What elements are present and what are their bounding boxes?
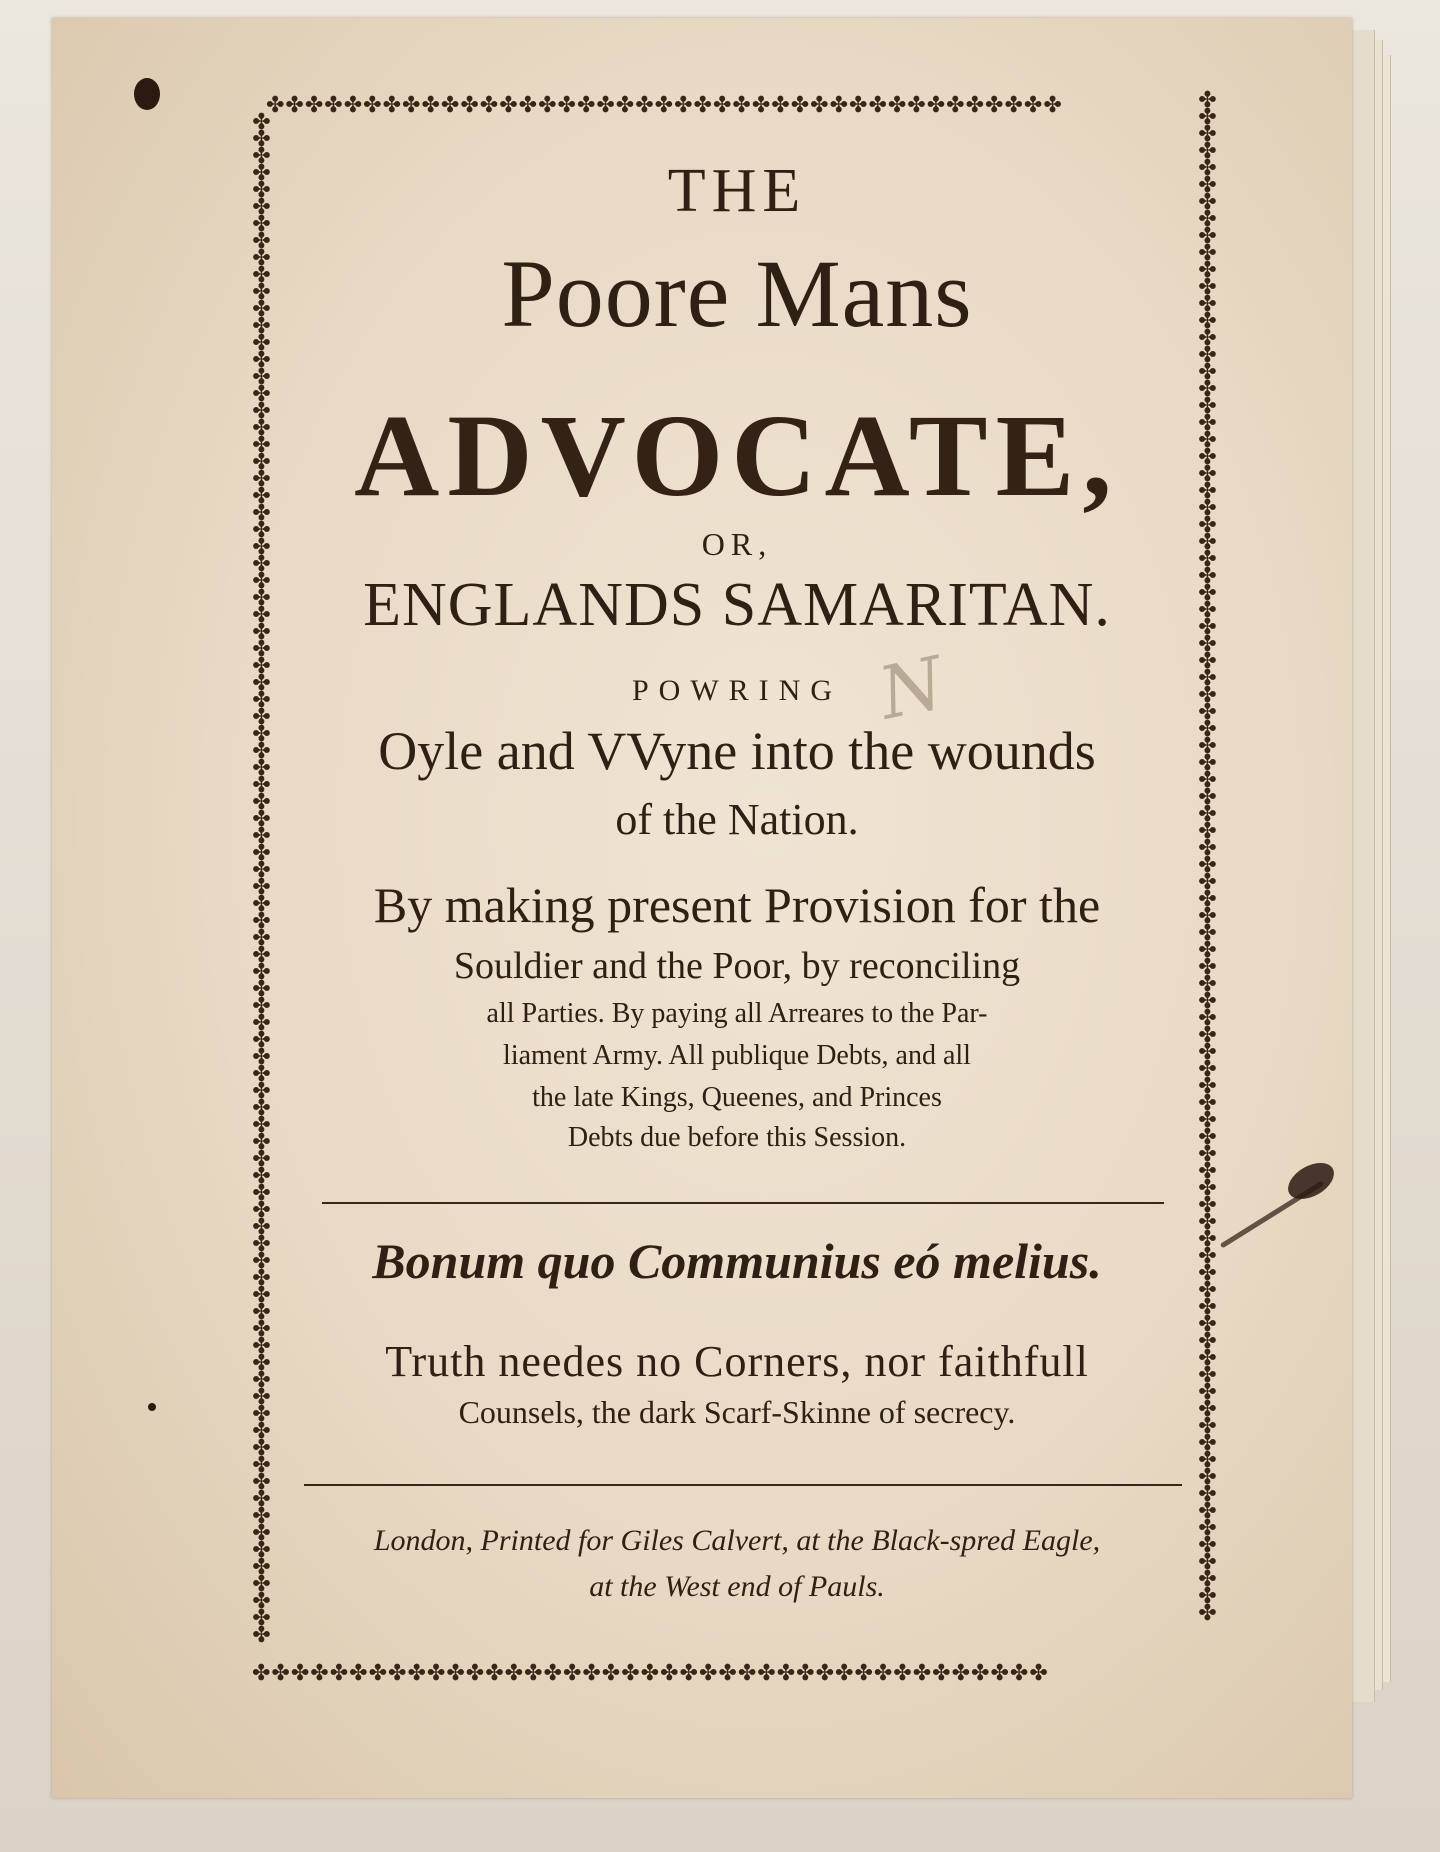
- divider-rule: [304, 1484, 1182, 1486]
- ink-streak: [1220, 1181, 1324, 1249]
- description-line-2: Souldier and the Poor, by reconciling: [453, 945, 1021, 987]
- ornamental-border-left: ✤✤✤✤✤✤✤✤✤✤✤✤✤✤✤✤✤✤✤✤✤✤✤✤✤✤✤✤✤✤✤✤✤✤✤✤✤✤✤✤✤✤✤✤✤✤✤✤✤✤✤✤✤✤✤✤✤✤✤✤✤✤✤✤✤✤✤✤✤✤✤✤✤✤✤✤✤✤✤✤✤✤✤✤✤✤✤✤✤✤: [252, 110, 272, 1648]
- subtitle-oyle: Oyle and VVyne into the wounds: [378, 721, 1096, 781]
- description-line-6: Debts due before this Session.: [567, 1122, 907, 1153]
- page-edge: [1352, 30, 1375, 1702]
- imprint-line-2: at the West end of Pauls.: [589, 1570, 885, 1603]
- epigraph-line-2: Counsels, the dark Scarf-Skinne of secrecy.: [458, 1394, 1016, 1430]
- subtitle-nation: of the Nation.: [615, 795, 859, 844]
- handwritten-mark: N: [871, 640, 952, 736]
- ink-dot: [148, 1403, 156, 1411]
- title-the: THE: [667, 157, 807, 225]
- ink-blot: [134, 78, 160, 110]
- description-line-3: all Parties. By paying all Arreares to the Par-: [486, 998, 988, 1029]
- title-poore-mans: Poore Mans: [501, 240, 973, 347]
- title-advocate: ADVOCATE,: [354, 390, 1120, 521]
- ornamental-border-bottom: ✤✤✤✤✤✤✤✤✤✤✤✤✤✤✤✤✤✤✤✤✤✤✤✤✤✤✤✤✤✤✤✤✤✤✤✤✤✤✤✤✤: [252, 1661, 1049, 1686]
- title-englands-samaritan: ENGLANDS SAMARITAN.: [363, 571, 1111, 639]
- latin-motto: Bonum quo Communius eó melius.: [372, 1233, 1102, 1289]
- subtitle-powring: POWRING: [632, 674, 842, 707]
- ornamental-border-top: ✤✤✤✤✤✤✤✤✤✤✤✤✤✤✤✤✤✤✤✤✤✤✤✤✤✤✤✤✤✤✤✤✤✤✤✤✤✤✤✤✤: [266, 93, 1063, 118]
- title-page: [52, 18, 1352, 1798]
- description-line-4: liament Army. All publique Debts, and all: [503, 1040, 971, 1071]
- divider-rule: [322, 1202, 1164, 1204]
- ornamental-border-right: ✤✤✤✤✤✤✤✤✤✤✤✤✤✤✤✤✤✤✤✤✤✤✤✤✤✤✤✤✤✤✤✤✤✤✤✤✤✤✤✤✤✤✤✤✤✤✤✤✤✤✤✤✤✤✤✤✤✤✤✤✤✤✤✤✤✤✤✤✤✤✤✤✤✤✤✤✤✤✤✤✤✤✤✤✤✤✤✤✤✤: [1198, 88, 1218, 1626]
- description-line-1: By making present Provision for the: [373, 877, 1101, 933]
- epigraph-line-1: Truth needes no Corners, nor faithfull: [385, 1337, 1089, 1386]
- description-line-5: the late Kings, Queenes, and Princes: [532, 1082, 942, 1113]
- title-or: OR,: [701, 526, 773, 562]
- imprint-line-1: London, Printed for Giles Calvert, at the Black-spred Eagle,: [373, 1524, 1101, 1557]
